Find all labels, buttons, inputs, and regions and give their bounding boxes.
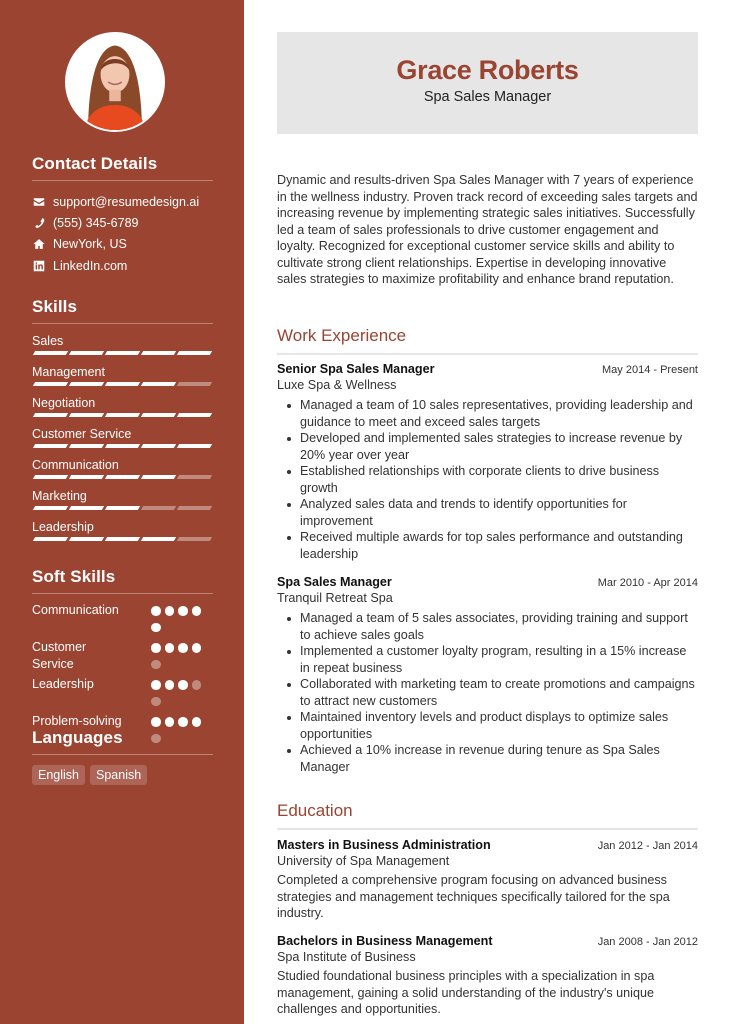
avatar bbox=[65, 32, 165, 132]
contact-location bbox=[32, 234, 213, 255]
skill-name: Customer Service bbox=[32, 427, 132, 441]
job-bullet: Managed a team of 5 sales associates, providing training and support to achieve sales goals bbox=[277, 610, 698, 643]
divider bbox=[32, 593, 213, 594]
contact-linkedin[interactable] bbox=[32, 255, 213, 276]
skill-bar-segment bbox=[105, 444, 140, 448]
education-description: Completed a comprehensive program focusing on advanced business strategies and management techniques specifically tailored for the spa industry. bbox=[277, 873, 670, 920]
rating-dot bbox=[178, 717, 188, 727]
home-icon bbox=[32, 237, 46, 251]
job-bullet: Received multiple awards for top sales performance and outstanding leadership bbox=[277, 529, 698, 562]
profile-photo bbox=[67, 34, 163, 130]
company-name: Tranquil Retreat Spa bbox=[277, 591, 393, 605]
skill-bar-segment bbox=[69, 351, 104, 355]
soft-skill-name: Customer Service bbox=[32, 640, 87, 671]
candidate-name: Grace Roberts bbox=[396, 55, 579, 85]
rating-dot bbox=[165, 606, 175, 616]
rating-dot bbox=[192, 680, 202, 690]
job-title: Spa Sales Manager bbox=[277, 575, 392, 589]
rating-dot bbox=[178, 643, 188, 653]
skill-bar-segment bbox=[177, 506, 212, 510]
divider bbox=[32, 180, 213, 181]
soft-skill-item bbox=[32, 602, 213, 639]
skill-item bbox=[32, 394, 213, 418]
education-entry bbox=[277, 934, 698, 1018]
job-bullet: Managed a team of 10 sales representatives, providing leadership and guidance to meet and exceed sales targets bbox=[277, 397, 698, 430]
skill-bar-segment bbox=[177, 444, 212, 448]
skills-heading: Skills bbox=[32, 297, 78, 316]
skill-bar-segment bbox=[177, 382, 212, 386]
rating-dot bbox=[165, 643, 175, 653]
rating-dot bbox=[192, 643, 202, 653]
job-dates: Mar 2010 - Apr 2014 bbox=[597, 577, 698, 589]
skill-level-bars bbox=[32, 351, 213, 356]
education-heading bbox=[277, 801, 698, 830]
skill-bar-segment bbox=[141, 537, 176, 541]
skill-item bbox=[32, 487, 213, 511]
rating-dot bbox=[151, 680, 161, 690]
skill-name: Marketing bbox=[32, 489, 87, 503]
header bbox=[277, 32, 698, 134]
rating-dot bbox=[178, 606, 188, 616]
soft-skill-item bbox=[32, 676, 213, 713]
skill-name: Communication bbox=[32, 458, 119, 472]
contact-linkedin-text: LinkedIn.com bbox=[53, 258, 128, 273]
soft-skill-name: Problem-solving bbox=[32, 714, 122, 728]
education-dates: Jan 2012 - Jan 2014 bbox=[597, 840, 698, 852]
skill-bar-segment bbox=[33, 413, 68, 417]
sidebar bbox=[0, 0, 244, 1024]
rating-dot bbox=[178, 680, 188, 690]
skill-item bbox=[32, 425, 213, 449]
company-name: Luxe Spa & Wellness bbox=[277, 378, 397, 392]
rating-dot bbox=[151, 606, 161, 616]
job-bullet: Maintained inventory levels and product displays to optimize sales opportunities bbox=[277, 709, 698, 742]
skill-bar-segment bbox=[33, 506, 68, 510]
skill-bar-segment bbox=[141, 382, 176, 386]
rating-dot bbox=[192, 606, 202, 616]
languages-heading: Languages bbox=[32, 728, 123, 747]
skill-bar-segment bbox=[141, 351, 176, 355]
contact-location-text: NewYork, US bbox=[53, 237, 127, 252]
contact-phone-text: (555) 345-6789 bbox=[53, 215, 139, 230]
soft-skills-section bbox=[32, 567, 213, 750]
school-name: Spa Institute of Business bbox=[277, 950, 416, 964]
skill-bar-segment bbox=[105, 537, 140, 541]
job-title: Senior Spa Sales Manager bbox=[277, 362, 435, 376]
skill-name: Sales bbox=[32, 334, 64, 348]
skill-bar-segment bbox=[105, 413, 140, 417]
job-entry bbox=[277, 575, 698, 775]
work-experience-heading bbox=[277, 326, 698, 355]
skill-bar-segment bbox=[177, 351, 212, 355]
skill-bar-segment bbox=[69, 506, 104, 510]
soft-skill-rating bbox=[151, 639, 206, 676]
job-bullet: Analyzed sales data and trends to identify opportunities for improvement bbox=[277, 496, 698, 529]
skill-item bbox=[32, 518, 213, 542]
rating-dot bbox=[165, 717, 175, 727]
contact-phone[interactable] bbox=[32, 212, 213, 233]
divider bbox=[277, 828, 698, 830]
divider bbox=[277, 353, 698, 355]
skill-bar-segment bbox=[177, 413, 212, 417]
job-title: Spa Sales Manager bbox=[423, 89, 552, 105]
skill-bar-segment bbox=[105, 351, 140, 355]
job-bullet: Developed and implemented sales strategies to increase revenue by 20% year over year bbox=[277, 430, 698, 463]
skill-bar-segment bbox=[141, 413, 176, 417]
skill-bar-segment bbox=[69, 382, 104, 386]
rating-dot bbox=[165, 680, 175, 690]
degree: Masters in Business Administration bbox=[277, 838, 491, 852]
soft-skills-heading: Soft Skills bbox=[32, 567, 116, 586]
skill-bar-segment bbox=[69, 537, 104, 541]
skill-name: Leadership bbox=[32, 520, 94, 534]
rating-dot bbox=[151, 623, 161, 633]
job-bullet: Implemented a customer loyalty program, resulting in a 15% increase in repeat business bbox=[277, 643, 698, 676]
envelope-icon bbox=[32, 195, 46, 209]
skill-bar-segment bbox=[33, 382, 68, 386]
job-bullet: Collaborated with marketing team to create promotions and campaigns to attract new customers bbox=[277, 676, 698, 709]
skill-name: Negotiation bbox=[32, 396, 96, 410]
skill-bar-segment bbox=[105, 475, 140, 479]
skill-level-bars bbox=[32, 506, 213, 511]
skill-bar-segment bbox=[69, 444, 104, 448]
divider bbox=[32, 323, 213, 324]
rating-dot bbox=[151, 660, 161, 670]
language-chip: Spanish bbox=[90, 765, 147, 785]
soft-skill-name: Leadership bbox=[32, 677, 94, 691]
school-name: University of Spa Management bbox=[277, 854, 450, 868]
soft-skill-rating bbox=[151, 676, 206, 713]
skill-level-bars bbox=[32, 444, 213, 449]
skill-bar-segment bbox=[69, 475, 104, 479]
contact-email-text: support@resumedesign.ai bbox=[53, 194, 200, 209]
skill-bar-segment bbox=[33, 444, 68, 448]
skill-bar-segment bbox=[33, 475, 68, 479]
skill-item bbox=[32, 456, 213, 480]
contact-email[interactable] bbox=[32, 191, 213, 212]
skill-bar-segment bbox=[177, 537, 212, 541]
linkedin-icon bbox=[32, 259, 46, 273]
skill-bar-segment bbox=[177, 475, 212, 479]
rating-dot bbox=[151, 697, 161, 707]
education-entry bbox=[277, 838, 698, 922]
skill-level-bars bbox=[32, 537, 213, 542]
skill-bar-segment bbox=[33, 351, 68, 355]
education-description: Studied foundational business principles with a specialization in spa management, gaining a solid understanding of the industry's unique challenges and opportunities. bbox=[277, 969, 655, 1016]
skill-bar-segment bbox=[105, 506, 140, 510]
skill-bar-segment bbox=[69, 413, 104, 417]
skills-section bbox=[32, 297, 213, 549]
contact-section bbox=[32, 154, 213, 276]
section-title: Education bbox=[277, 801, 353, 820]
soft-skill-name: Communication bbox=[32, 603, 119, 617]
skill-level-bars bbox=[32, 475, 213, 480]
rating-dot bbox=[192, 717, 202, 727]
languages-section bbox=[32, 728, 213, 785]
language-chip: English bbox=[32, 765, 85, 785]
rating-dot bbox=[151, 643, 161, 653]
job-dates: May 2014 - Present bbox=[602, 364, 698, 376]
skill-bar-segment bbox=[105, 382, 140, 386]
soft-skill-rating bbox=[151, 602, 206, 639]
divider bbox=[32, 754, 213, 755]
phone-icon bbox=[32, 216, 46, 230]
rating-dot bbox=[151, 717, 161, 727]
job-bullet: Established relationships with corporate clients to drive business growth bbox=[277, 463, 698, 496]
skill-item bbox=[32, 332, 213, 356]
skill-level-bars bbox=[32, 413, 213, 418]
degree: Bachelors in Business Management bbox=[277, 934, 493, 948]
skill-level-bars bbox=[32, 382, 213, 387]
skill-bar-segment bbox=[141, 444, 176, 448]
skill-name: Management bbox=[32, 365, 105, 379]
skill-bar-segment bbox=[141, 506, 176, 510]
job-entry bbox=[277, 362, 698, 562]
skill-bar-segment bbox=[141, 475, 176, 479]
education-dates: Jan 2008 - Jan 2012 bbox=[597, 936, 698, 948]
skill-item bbox=[32, 363, 213, 387]
job-bullet: Achieved a 10% increase in revenue during tenure as Spa Sales Manager bbox=[277, 742, 698, 775]
soft-skill-item bbox=[32, 639, 213, 676]
contact-heading: Contact Details bbox=[32, 154, 158, 173]
section-title: Work Experience bbox=[277, 326, 407, 345]
summary-text: Dynamic and results-driven Spa Sales Manager with 7 years of experience in the wellness industry. Proven track record of exceeding sales targets and increasing revenue by implementing strategic sales initiatives. Successfully led a team of sales professionals to drive customer engagement and loyalty. Recognized for exceptional customer service skills and ability to cultivate strong client relationships. Expertise in developing innovative sales strategies to maximize profitability and enhance brand reputation. bbox=[277, 173, 698, 286]
skill-bar-segment bbox=[33, 537, 68, 541]
